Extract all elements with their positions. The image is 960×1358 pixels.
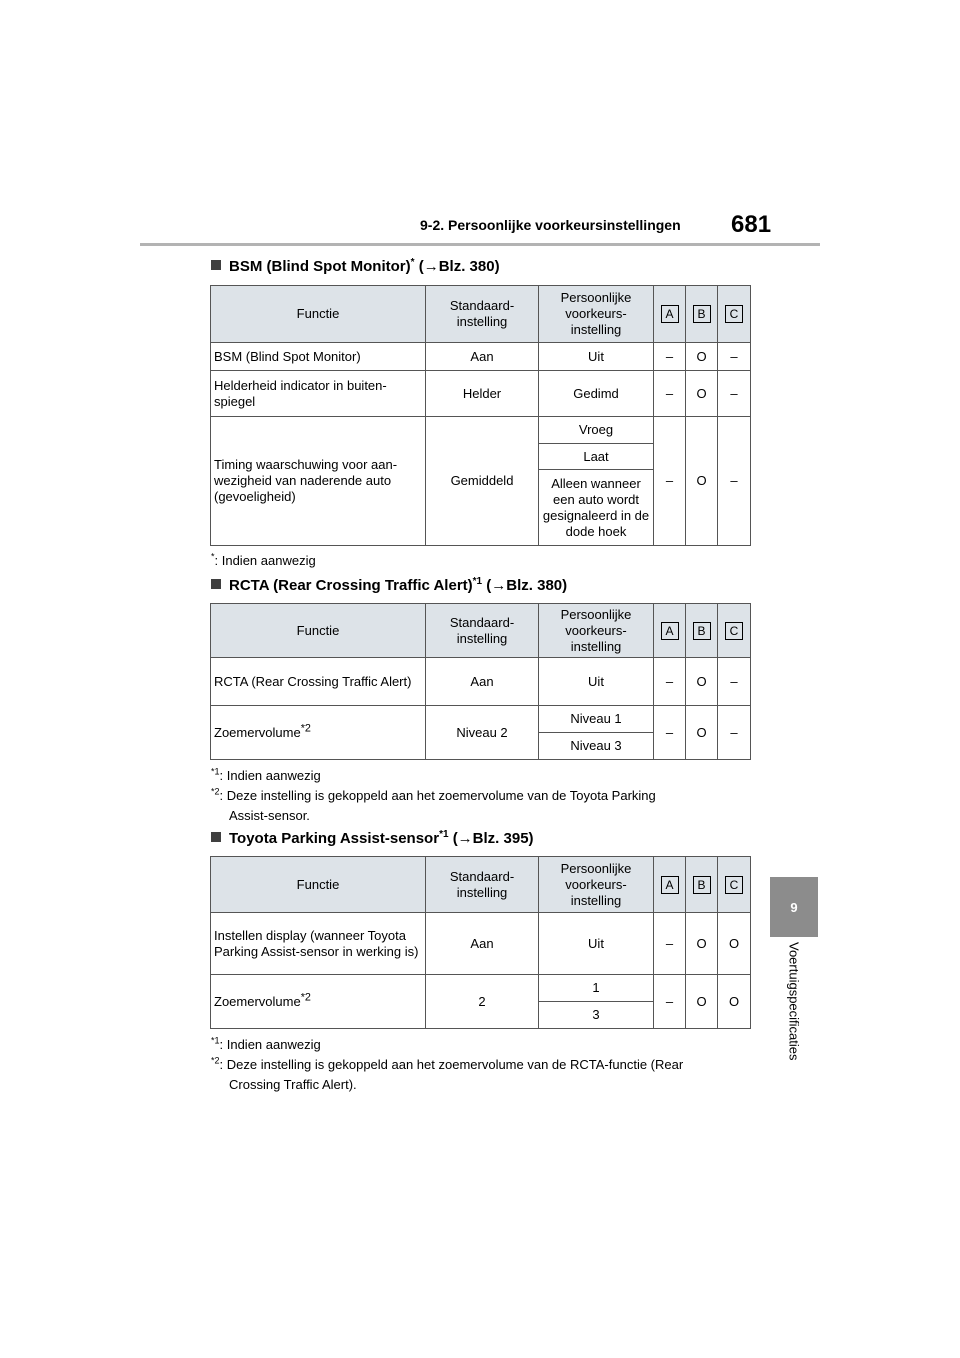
col-persoonlijk: Persoonlijke voorkeurs-instelling [539, 857, 654, 913]
col-a [654, 286, 686, 343]
cell-a: – [654, 975, 686, 1029]
cell-option: Uit [539, 343, 654, 371]
chapter-number: 9 [790, 899, 798, 915]
table-row [211, 706, 751, 733]
footnote-2 [211, 786, 656, 806]
page-reference[interactable]: (→Blz. 380) [418, 258, 500, 275]
cell-function [211, 975, 426, 1029]
footnote-text: : Deze instelling is gekoppeld aan het zoemervolume van de Toyota Parking [219, 788, 656, 803]
box-b: B [693, 305, 711, 323]
footnote-mark: *1 [211, 766, 220, 777]
page-reference[interactable]: (→Blz. 380) [486, 577, 568, 594]
footnote-mark: * [211, 551, 215, 562]
cell-a: – [654, 913, 686, 975]
rcta-table [210, 603, 751, 760]
bsm-table [210, 285, 751, 546]
section-heading-bsm [211, 258, 500, 275]
cell-c: – [718, 417, 751, 546]
cell-c: O [718, 913, 751, 975]
cell-function: RCTA (Rear Crossing Traffic Alert) [211, 658, 426, 706]
cell-b: O [686, 371, 718, 417]
heading-text: RCTA (Rear Crossing Traffic Alert) [229, 577, 473, 594]
cell-option: 1 [539, 975, 654, 1002]
col-standaard: Standaard-instelling [426, 857, 539, 913]
function-mark: *2 [300, 991, 311, 1004]
heading-mark: *1 [472, 576, 483, 587]
cell-option: Gedimd [539, 371, 654, 417]
cell-option: Uit [539, 913, 654, 975]
footnote-mark: *1 [211, 1035, 220, 1046]
heading-mark: * [410, 257, 415, 268]
box-c: C [725, 622, 743, 640]
footnote-mark: *2 [211, 1055, 220, 1066]
chapter-tab [770, 877, 818, 937]
cell-b: O [686, 706, 718, 760]
footnote-2-cont: Assist-sensor. [229, 808, 310, 823]
cell-b: O [686, 913, 718, 975]
cell-option: 3 [539, 1002, 654, 1029]
header-rule [140, 243, 820, 246]
cell-option: Uit [539, 658, 654, 706]
box-c: C [725, 305, 743, 323]
footnote-1 [211, 1035, 683, 1055]
cell-default: Gemiddeld [426, 417, 539, 546]
col-c [718, 857, 751, 913]
cell-option: Alleen wanneer een auto wordt gesignaleerd in de dode hoek [539, 470, 654, 546]
heading-square-icon [211, 579, 221, 589]
tpa-table [210, 856, 751, 1029]
footnote-text: : Indien aanwezig [214, 553, 316, 568]
cell-default: Aan [426, 343, 539, 371]
footnote-text: : Indien aanwezig [219, 1037, 321, 1052]
cell-c: – [718, 343, 751, 371]
cell-a: – [654, 417, 686, 546]
section-header-title: 9-2. Persoonlijke voorkeursinstellingen [420, 217, 681, 233]
cell-a: – [654, 371, 686, 417]
col-standaard: Standaard-instelling [426, 604, 539, 658]
col-b [686, 286, 718, 343]
chapter-label [770, 942, 818, 1092]
footnote-text: : Deze instelling is gekoppeld aan het zoemervolume van de RCTA-functie (Rear [219, 1057, 684, 1072]
box-b: B [693, 622, 711, 640]
col-c [718, 604, 751, 658]
col-b [686, 604, 718, 658]
footnotes-rcta [211, 766, 656, 826]
cell-function: Instellen display (wanneer Toyota Parking Assist-sensor in werking is) [211, 913, 426, 975]
cell-b: O [686, 343, 718, 371]
col-a [654, 857, 686, 913]
box-a: A [661, 305, 679, 323]
page-reference[interactable]: (→Blz. 395) [452, 830, 534, 847]
cell-default: 2 [426, 975, 539, 1029]
cell-default: Aan [426, 658, 539, 706]
box-a: A [661, 622, 679, 640]
cell-default: Helder [426, 371, 539, 417]
table-row [211, 913, 751, 975]
table-row [211, 343, 751, 371]
cell-a: – [654, 706, 686, 760]
table-row [211, 371, 751, 417]
cell-default: Niveau 2 [426, 706, 539, 760]
cell-b: O [686, 417, 718, 546]
cell-function: Helderheid indicator in buiten-spiegel [211, 371, 426, 417]
cell-function [211, 706, 426, 760]
box-b: B [693, 876, 711, 894]
col-functie: Functie [211, 857, 426, 913]
col-c [718, 286, 751, 343]
heading-text: Toyota Parking Assist-sensor [229, 830, 440, 847]
heading-square-icon [211, 260, 221, 270]
footnote-mark: *2 [211, 786, 220, 797]
function-mark: *2 [300, 722, 311, 735]
footnotes-tpa [211, 1035, 683, 1095]
page-number: 681 [731, 211, 772, 238]
cell-default: Aan [426, 913, 539, 975]
col-standaard: Standaard-instelling [426, 286, 539, 343]
cell-a: – [654, 658, 686, 706]
col-functie: Functie [211, 286, 426, 343]
function-text: Zoemervolume [214, 724, 301, 740]
section-heading-rcta [211, 577, 567, 594]
footnote-2 [211, 1055, 683, 1075]
box-a: A [661, 876, 679, 894]
footnote-2-cont: Crossing Traffic Alert). [229, 1077, 357, 1092]
heading-square-icon [211, 832, 221, 842]
cell-option: Laat [539, 444, 654, 470]
chapter-label-text: Voertuigspecificaties [786, 942, 802, 1061]
heading-text: BSM (Blind Spot Monitor) [229, 258, 411, 275]
footnote-text: : Indien aanwezig [219, 768, 321, 783]
function-text: Zoemervolume [214, 993, 301, 1009]
cell-c: O [718, 975, 751, 1029]
col-a [654, 604, 686, 658]
box-c: C [725, 876, 743, 894]
col-persoonlijk: Persoonlijke voorkeurs-instelling [539, 604, 654, 658]
cell-b: O [686, 975, 718, 1029]
col-persoonlijk: Persoonlijke voorkeurs-instelling [539, 286, 654, 343]
cell-c: – [718, 658, 751, 706]
cell-a: – [654, 343, 686, 371]
cell-option: Vroeg [539, 417, 654, 444]
cell-c: – [718, 706, 751, 760]
cell-function: BSM (Blind Spot Monitor) [211, 343, 426, 371]
section-heading-tpa [211, 830, 534, 847]
cell-option: Niveau 1 [539, 706, 654, 733]
cell-c: – [718, 371, 751, 417]
heading-mark: *1 [439, 829, 449, 840]
table-row [211, 417, 751, 444]
footnote-bsm [211, 551, 316, 571]
cell-function: Timing waarschuwing voor aan-wezigheid van naderende auto (gevoeligheid) [211, 417, 426, 546]
table-row [211, 975, 751, 1002]
col-b [686, 857, 718, 913]
table-row [211, 658, 751, 706]
col-functie: Functie [211, 604, 426, 658]
cell-option: Niveau 3 [539, 733, 654, 760]
cell-b: O [686, 658, 718, 706]
footnote-1 [211, 766, 656, 786]
